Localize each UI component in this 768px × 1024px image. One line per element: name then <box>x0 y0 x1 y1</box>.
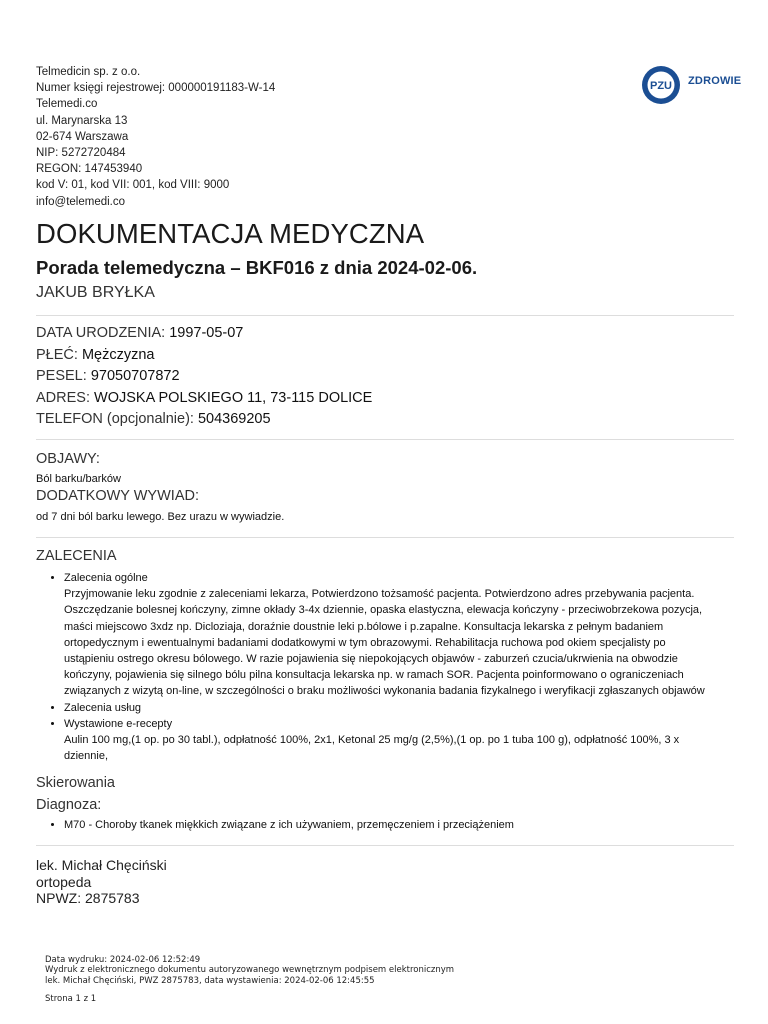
general-line: związanych z wizytą on-line, w szczególności o braku możliwości wykonania badania fizykalnego i weryfikacji zgłaszanych objawów <box>64 685 705 698</box>
phone-row <box>36 409 372 431</box>
company-codes: kod V: 01, kod VII: 001, kod VIII: 9000 <box>36 179 230 192</box>
services-title: • Zalecenia usług <box>64 701 142 714</box>
list-item <box>64 570 736 700</box>
company-nip: NIP: 5272720484 <box>36 147 126 160</box>
pesel-value: 97050707872 <box>90 368 180 384</box>
company-city: 02-674 Warszawa <box>36 130 129 143</box>
sex-label: PŁEĆ: <box>36 346 78 363</box>
document-title: DOKUMENTACJA MEDYCZNA <box>36 218 425 249</box>
divider <box>36 315 734 316</box>
pzu-zdrowie-logo <box>640 64 742 104</box>
company-regon: REGON: 147453940 <box>36 163 143 176</box>
address-value: WOJSKA POLSKIEGO 11, 73-115 DOLICE <box>94 389 373 406</box>
company-street: ul. Marynarska 13 <box>36 114 128 127</box>
page-number: Strona 1 z 1 <box>45 994 97 1005</box>
divider <box>36 439 734 440</box>
symptoms-value: Ból barku/barków <box>36 473 121 485</box>
pesel-label: PESEL: <box>36 368 87 384</box>
prescription-line: dziennie, <box>64 750 109 763</box>
sex-value: Mężczyzna <box>81 346 155 363</box>
signature-note: Wydruk z elektronicznego dokumentu autoryzowanego wewnętrznym podpisem elektronicznym <box>45 965 455 976</box>
company-website: Telemedi.co <box>36 98 98 111</box>
pesel-row <box>36 366 372 388</box>
history-label: DODATKOWY WYWIAD: <box>36 488 199 504</box>
address-row <box>36 388 372 410</box>
doctor-name: lek. Michał Chęciński <box>36 857 167 873</box>
general-line: maści miejscowo 3xdz np. Dicloziaja, doraźnie doustnie leki p.bólowe i p.zapalne. Konsultacja lekarska z pełnym badaniem <box>64 620 664 633</box>
company-details <box>36 64 275 210</box>
general-line: Oszczędzanie bolesnej kończyny, zimne okłady 3-4x dziennie, opaska elastyczna, elewacja kończyny - przeciwobrzekowa pozycja, <box>64 604 703 617</box>
company-name: Telmedicin sp. z o.o. <box>36 66 141 78</box>
divider <box>36 845 734 846</box>
diagnosis-label: Diagnoza: <box>36 797 102 813</box>
company-register-number: Numer księgi rejestrowej: 000000191183-W-14 <box>36 82 276 95</box>
diagnosis-item: • M70 - Choroby tkanek miękkich związane z ich używaniem, przemęczeniem i przeciążeniem <box>64 817 736 833</box>
recommendations-label: ZALECENIA <box>36 548 117 564</box>
referrals-label: Skierowania <box>36 775 115 791</box>
birth-date-value: 1997-05-07 <box>169 325 244 341</box>
general-line: kończyny, pojawienia się silnego bólu pilna konsultacja lekarska np. w ramach SOR. Pacjenta poinformowano o ograniczeniach <box>64 669 684 682</box>
phone-value: 504369205 <box>197 411 271 427</box>
patient-name: JAKUB BRYŁKA <box>36 284 155 301</box>
general-line: Przyjmowanie leku zgodnie z zaleceniami lekarza, Potwierdzono tożsamość pacjenta. Potwierdzono adres przebywania pacjenta. <box>64 588 695 601</box>
doctor-block <box>36 857 167 907</box>
symptoms-label: OBJAWY: <box>36 451 100 467</box>
birth-date-label: DATA URODZENIA: <box>36 325 166 341</box>
pzu-logo-icon <box>640 64 682 106</box>
logo-text: ZDROWIE <box>688 75 742 87</box>
general-line: ustąpieniu ostrego okresu bólowego. W razie pojawienia się niepokojących objawów - zaburzeń czucia/ukrwienia na obwodzie <box>64 653 678 666</box>
general-recommendations-title: • Zalecenia ogólne <box>64 572 148 584</box>
issuer-line: lek. Michał Chęciński, PWZ 2875783, data wystawienia: 2024-02-06 12:45:55 <box>45 975 375 986</box>
svg-text:PZU: PZU <box>650 80 672 92</box>
divider <box>36 537 734 538</box>
history-value: od 7 dni ból barku lewego. Bez urazu w wywiadzie. <box>36 511 285 523</box>
prescriptions-title: • Wystawione e-recepty <box>64 717 173 730</box>
prescription-line: Aulin 100 mg,(1 op. po 30 tabl.), odpłatność 100%, 2x1, Ketonal 25 mg/g (2,5%),(1 op. po 1 tuba 100 g), odpłatność 100%, 3 x <box>64 734 680 747</box>
doctor-npwz: NPWZ: 2875783 <box>36 890 140 906</box>
address-label: ADRES: <box>36 389 90 406</box>
recommendations-list <box>36 570 736 764</box>
sex-row <box>36 345 372 367</box>
doctor-specialty: ortopeda <box>36 873 92 890</box>
list-item <box>64 716 736 765</box>
print-date: Data wydruku: 2024-02-06 12:52:49 <box>45 955 201 965</box>
phone-label: TELEFON (opcjonalnie): <box>36 411 194 427</box>
diagnosis-list <box>36 817 736 833</box>
patient-info <box>36 323 372 431</box>
list-item <box>64 700 736 716</box>
birth-date-row <box>36 323 372 345</box>
print-footer <box>45 955 454 1005</box>
document-subtitle: Porada telemedyczna – BKF016 z dnia 2024-02-06. <box>36 257 478 278</box>
general-line: ortopedycznym i ewentualnymi badaniami dodatkowymi w tym obrazowymi. Rehabilitacja ruchowa pod okiem specjalisty po <box>64 636 666 649</box>
company-email: info@telemedi.co <box>36 195 126 208</box>
